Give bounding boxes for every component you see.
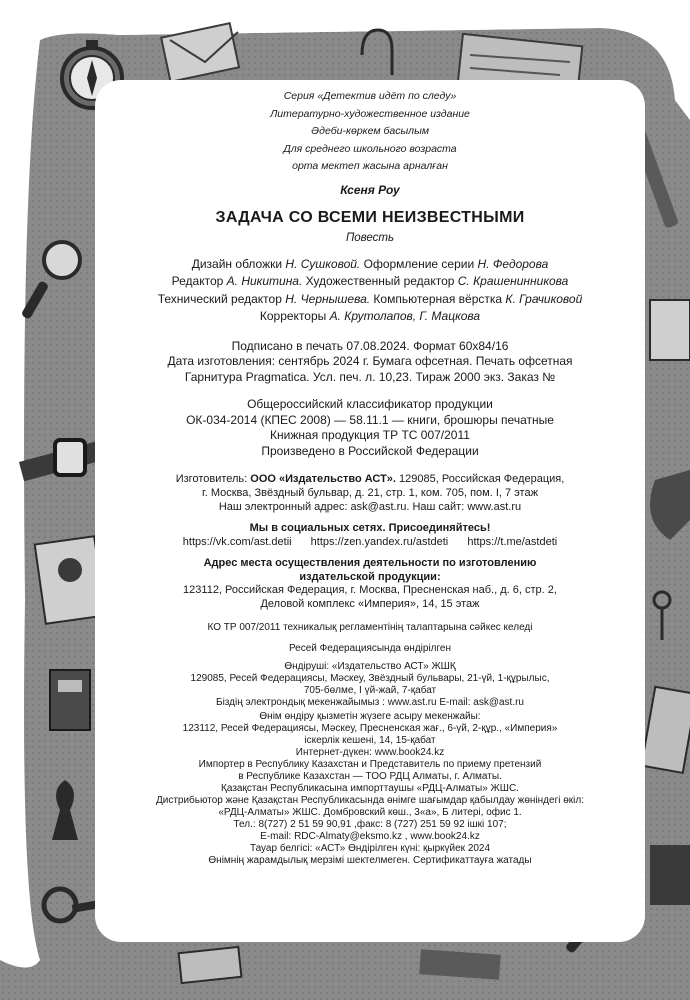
spec-line: Дата изготовления: сентябрь 2024 г. Бумага офсетная. Печать офсетная (167, 354, 573, 368)
address-line: 123112, Российская Федерация, г. Москва, Пресненская наб., д. 6, стр. 2, (183, 584, 557, 596)
classification-line: Произведено в Российской Федерации (261, 443, 479, 458)
book-title: ЗАДАЧА СО ВСЕМИ НЕИЗВЕСТНЫМИ (215, 208, 525, 226)
kz-line: Интернет-дүкен: www.book24.kz (295, 747, 445, 758)
credit-label: Дизайн обложки (191, 256, 283, 271)
maker-contacts: Наш электронный адрес: ask@ast.ru. Наш сайт: www.ast.ru (218, 501, 522, 513)
credit-label: Оформление серии (363, 256, 475, 271)
address-heading: издательской продукции: (299, 570, 441, 583)
series-line: Әдеби-көркем басылым (310, 125, 430, 137)
series-line: Для среднего школьного возраста (283, 142, 457, 155)
classification-block (95, 397, 645, 459)
kz-line: в Республике Казахстан — ТОО РДЦ Алматы, г. Алматы. (238, 771, 502, 782)
production-address (95, 557, 645, 611)
credit-label: Корректоры (259, 309, 327, 323)
spec-line: Гарнитура Pragmatica. Усл. печ. л. 10,23. Тираж 2000 экз. Заказ № (184, 369, 556, 384)
kz-distribution (95, 711, 645, 867)
spec-line: Подписано в печать 07.08.2024. Формат 60x84/16 (231, 338, 509, 353)
maker-company: ООО «Издательство АСТ». (250, 473, 396, 485)
credit-name: С. Крашенинникова (457, 274, 569, 288)
social-link-telegram[interactable]: https://t.me/astdeti (467, 536, 558, 548)
kz-line: Өнім өндіру қызметін жүзеге асыру мекенжайы: (259, 711, 481, 722)
credits-block (95, 256, 645, 326)
classification-line: ОК-034-2014 (КПЕС 2008) — 58.11.1 — книги, брошюры печатные (186, 412, 554, 427)
manufacturer-block (95, 472, 645, 514)
social-link-zen[interactable]: https://zen.yandex.ru/astdeti (310, 536, 449, 548)
print-specs (95, 339, 645, 386)
kz-line: 129085, Ресей Федерациясы, Мәскеу, Звёздный бульвары, 21-үй, 1-құрылыс, (190, 673, 550, 684)
maker-address: г. Москва, Звёздный бульвар, д. 21, стр. 1, ком. 705, пом. I, 7 этаж (202, 487, 538, 499)
kz-line: Импортер в Республику Казахстан и Представитель по приему претензий (198, 759, 542, 770)
kz-line: E-mail: RDC-Almaty@eksmo.kz , www.book24.kz (260, 831, 480, 842)
credit-name: Н. Федорова (477, 256, 549, 271)
kz-line: «РДЦ-Алматы» ЖШС. Домбровский көш., 3«а», Б литері, офис 1. (218, 807, 522, 818)
credit-label: Технический редактор (157, 291, 282, 306)
credit-name: Н. Сушковой. (285, 256, 361, 271)
series-line: Литературно-художественное издание (270, 107, 470, 120)
credit-label: Редактор (171, 274, 224, 288)
maker-address: 129085, Российская Федерация, (399, 473, 565, 485)
kz-line: 123112, Ресей Федерациясы, Мәскеу, Пресненская жағ., 6-үй, 2-құр., «Империя» (182, 723, 558, 734)
book-genre: Повесть (345, 231, 395, 244)
maker-label: Изготовитель: (175, 473, 248, 485)
address-line: Деловой комплекс «Империя», 14, 15 этаж (260, 597, 480, 610)
credit-label: Компьютерная вёрстка (373, 291, 503, 306)
credit-name: К. Грачиковой (505, 291, 583, 306)
classification-line: Книжная продукция ТР ТС 007/2011 (270, 428, 470, 442)
kz-conformity: КО ТР 007/2011 техникалық регламентінің талаптарына сәйкес келеді (207, 622, 533, 633)
kz-line: іскерлік кешені, 14, 15-қабат (304, 735, 436, 746)
credit-label: Художественный редактор (305, 274, 455, 288)
social-heading: Мы в социальных сетях. Присоединяйтесь! (249, 522, 491, 534)
series-line: Серия «Детектив идёт по следу» (283, 90, 457, 102)
kz-line: Біздің электрондық мекенжайымыз : www.ast.ru E-mail: ask@ast.ru (216, 697, 524, 708)
kz-line: Өндіруші: «Издательство АСТ» ЖШҚ (284, 661, 456, 672)
kz-line: Өнімнің жарамдылық мерзімі шектелмеген. Сертификаттауға жатады (208, 855, 532, 866)
author-name: Ксеня Роу (340, 182, 400, 197)
kz-manufacturer (95, 661, 645, 709)
credit-name: А. Крутолапов, Г. Мацкова (329, 309, 481, 323)
social-link-vk[interactable]: https://vk.com/ast.detii (182, 536, 292, 548)
kz-line: Қазақстан Республикасына импорттаушы «РДЦ-Алматы» ЖШС. (221, 783, 519, 794)
classification-line: Общероссийский классификатор продукции (247, 397, 493, 411)
imprint-page (95, 88, 645, 867)
kz-line: Тауар белгісі: «АСТ» Өндірілген күні: қыркүйек 2024 (249, 843, 491, 854)
kz-line: Дистрибьютор және Қазақстан Республикасында өнімге шағымдар қабылдау жөніндегі өкіл: (155, 795, 585, 806)
kz-origin: Ресей Федерациясында өндірілген (288, 643, 452, 654)
series-line: орта мектеп жасына арналған (292, 160, 448, 172)
social-block (95, 521, 645, 549)
address-heading: Адрес места осуществления деятельности по изготовлению (203, 557, 537, 569)
kz-line: 705-бөлме, I үй-жай, 7-қабат (303, 685, 437, 696)
kz-line: Тел.: 8(727) 2 51 59 90,91 ,факс: 8 (727) 251 59 92 ішкі 107; (233, 819, 507, 830)
credit-name: А. Никитина. (226, 274, 303, 288)
series-block (95, 88, 645, 176)
credit-name: Н. Чернышева. (285, 291, 371, 306)
